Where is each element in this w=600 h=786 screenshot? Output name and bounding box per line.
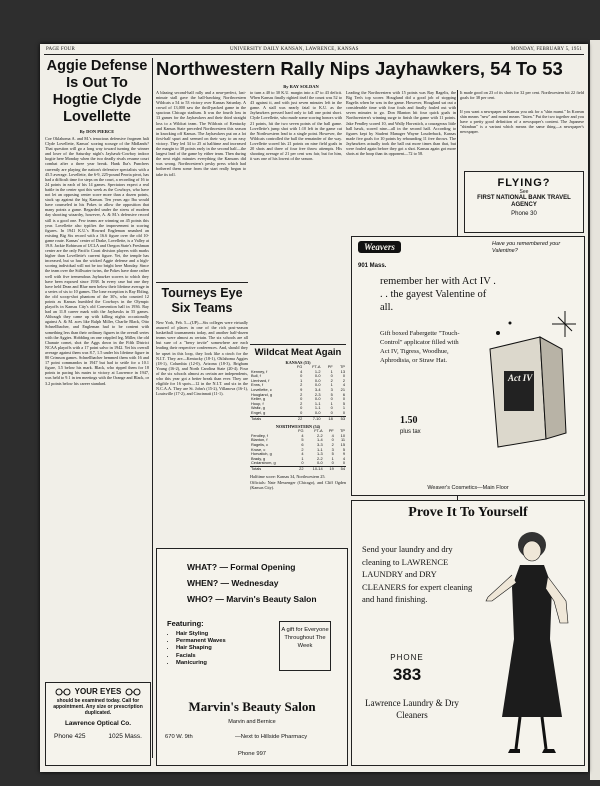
newspaper-page xyxy=(40,44,588,772)
laundry-body: Send your laundry and dry cleaning to LAWRENCE LAUNDRY and DRY CLEANERS for expert cleaning and hand finishing. xyxy=(362,544,473,604)
box-cell: 54 xyxy=(335,466,346,471)
kansas-box-table xyxy=(250,365,346,421)
laundry-phone: 383 xyxy=(392,665,422,684)
box-cell: 2-3 xyxy=(314,391,321,397)
feature-item: • Manicuring xyxy=(176,660,226,667)
box-cell: 1-3 xyxy=(317,451,323,457)
box-cell: 0 xyxy=(300,409,303,415)
box-cell: Cedarstrom, g xyxy=(251,460,276,466)
salon-address: 670 W. 9th xyxy=(165,734,193,740)
travel-ad-name: FIRST NATIONAL BANK TRAVEL AGENCY xyxy=(477,195,571,208)
box-column-header: TP xyxy=(340,428,345,434)
newspaper-note: If you want a newspaper in Kansas you ask for a "shin mami." In Korean shin means "new" and mami means "listen." Put the two together and you have a pretty good definition of a newspaper's content. The Japanese "shimbun" is a variant which means the same thing—a newspaper's newspaper. xyxy=(460,109,584,135)
optical-ad-address: 1025 Mass. xyxy=(108,733,142,740)
officials: Officials: Nate Messenger (Chicago), and Cliff Ogden (Kansas City). xyxy=(250,479,346,490)
box-cell: Keller, g xyxy=(251,396,266,402)
box-cell: 5 xyxy=(342,446,345,452)
box-cell: 4 xyxy=(301,432,304,438)
optical-ad-phone: Phone 425 xyxy=(54,733,86,740)
box-cell: 1 xyxy=(331,455,334,461)
box-cell: 0-0 xyxy=(314,373,321,379)
northwestern-box-table xyxy=(250,429,346,471)
optical-ad xyxy=(45,682,151,766)
main-story-col2: to turn a 40 to 30 K.U. margin into a 47 to 43 deficit. When Kansas finally righted itself the count was 52 to 43 against it, and with just seven minutes left in the game. A stall was nearly fatal to K.U. as the Jayhawkers pressed hard only to fall one point short. Clyde Lovellette, who made some scoring honors with 21 points, hit the two seven points of the ball game. Lovellette's jump shot with 1:10 left in the game cut the Northwestern lead to a single point. However, the Wildcats controlled the ball the remainder of the way. Lovellette scored his 21 points on nine field goals in 20 shots and three of four free throw attempts. His shooting average of 21 per cent was fair, but for him, it was one of his lowest of the season. xyxy=(250,90,342,162)
box-cell: 2 xyxy=(342,377,345,383)
weavers-question: Have you remembered your Valentine? xyxy=(492,241,561,254)
box-cell: Fendley, f xyxy=(251,432,268,438)
box-cell: 0-0 xyxy=(314,377,321,383)
box-cell: 2-2 xyxy=(317,432,323,438)
box-cell: 9 xyxy=(342,451,345,457)
weavers-footer: Weaver's Cosmetics—Main Floor xyxy=(427,485,509,491)
northwestern-box-title: NORTHWESTERN (54) xyxy=(275,424,321,430)
box-cell: 3 xyxy=(330,386,333,392)
box-cell: 6 xyxy=(301,441,304,447)
box-column-header: FG xyxy=(296,364,303,369)
box-cell: 22 xyxy=(293,466,305,471)
when-label: WHEN? xyxy=(187,578,219,588)
header-rule xyxy=(44,54,584,55)
box-cell: 1 xyxy=(342,405,345,411)
box-column-header: FG xyxy=(298,428,304,434)
paper-name: UNIVERSITY DAILY KANSAN, LAWRENCE, KANSAS xyxy=(230,47,359,52)
feature-item: • Permanent Waves xyxy=(176,638,226,645)
when-answer: — Wednesday xyxy=(220,578,279,588)
box-cell: Lovellette, c xyxy=(251,386,272,392)
tourney-headline: Tourneys Eye Six Teams xyxy=(161,286,243,315)
box-cell: Hougland, g xyxy=(251,391,272,397)
feature-item: • Hair Shaping xyxy=(176,645,226,652)
box-column-header: PF xyxy=(328,428,334,434)
box-cell: 2 xyxy=(300,391,303,397)
main-story-col4: It made good on 23 of its shots for 32 per cent. Northwestern hit 22 field goals for 38 per cent. xyxy=(460,90,584,101)
main-story-col1: A blazing second-half rally and a near-perfect, last-minute stall gave the ball-hawking Northwestern Wildcats a 54 to 53 victory over Kansas Saturday. A crowd of 13,000 saw the thrill-packed game in the spacious Chicago stadium. It was the fourth loss in 13 games for the Jayhawkers and their third straight loss to a Wildcat team. The Wildcats of Kentucky and Kansas State preceded Northwestern this season in knocking off Kansas. The Jayhawkers put on a lot first-half spurt and seemed on their way to an easy victory. They led 34 to 25 at halftime and increased the margin to 38 points early in the second half—the largest lead of the game by either team. Then during the next eight minutes everything the Kansans did was wrong. Northwestern's pesky press which had bothered them some from the start really began to take its toll. xyxy=(156,90,246,177)
box-cell: 0 xyxy=(330,373,333,379)
optical-ad-name: Lawrence Optical Co. xyxy=(64,720,132,727)
box-cell: 0 xyxy=(330,396,333,402)
what-answer: — Formal Opening xyxy=(219,562,296,572)
box-totals-row xyxy=(250,466,346,471)
box-cell: 1 xyxy=(330,400,333,406)
box-cell: 1-4 xyxy=(317,437,323,443)
who-label: WHO? xyxy=(187,594,213,604)
box-cell: 0 xyxy=(301,460,304,466)
box-cell: 6 xyxy=(342,391,345,397)
box-cell: 1-1 xyxy=(314,405,321,411)
box-cell: 22 xyxy=(290,416,303,421)
box-cell: Kenney, f xyxy=(251,368,268,374)
laundry-name: Lawrence Laundry & Dry Cleaners xyxy=(365,698,459,720)
left-story xyxy=(45,58,149,676)
box-cell: 18 xyxy=(322,416,334,421)
featuring-label: Featuring: xyxy=(167,619,204,628)
box-cell: 0 xyxy=(330,405,333,411)
feature-item: • Hair Styling xyxy=(176,631,226,638)
box-cell: 2 xyxy=(301,446,304,452)
box-column-header: FT-A xyxy=(312,364,321,369)
box-cell: 0 xyxy=(331,437,334,443)
box-cell: Horvatich, g xyxy=(251,451,272,457)
weavers-package-label: Act IV xyxy=(508,373,533,383)
box-cell: 4 xyxy=(301,451,304,457)
optical-ad-body: should be examined today. Call for appointment. Any size or prescription duplicated. xyxy=(53,698,143,716)
box-cell: Houp, f xyxy=(251,400,264,406)
laundry-phone-label: PHONE xyxy=(390,653,424,662)
box-cell: 1 xyxy=(301,455,304,461)
box-cell: 2 xyxy=(331,441,334,447)
box-cell: Enns, f xyxy=(251,382,264,388)
box-cell: Kruse, c xyxy=(251,446,266,452)
box-cell: 2 xyxy=(330,377,333,383)
main-byline: By RAY SOLDAN xyxy=(283,84,319,89)
box-score-title: Wildcat Meat Again xyxy=(254,347,342,358)
salon-phone: Phone 997 xyxy=(237,751,267,757)
travel-agency-ad xyxy=(464,171,584,233)
main-story-col3: Leading the Northwestern with 15 points was Ray Ragelis, the Big Ten's top scorer. Hougland did a good job of stopping Ragelis when he was in the game. However, Hougland sat out a considerable time with four fouls and finally fouled out with seven minutes to go. Don Blanton hit four quick goals in Northwestern's winning surge to finish the game with 11 points. Jake Fendley scored 10, and Wally Horvatich, a courageous little ball hawk, scored nine—all in the second half. According to figures kept by Student Manager Wayne Louderback, Kansas made five goals for 10 points by rebounding 11 free throws. The Jayhawkers actually took the ball out more times than that, but were fouled again before they got a shot. Kansas again got more shots at the hoop than its opponent—72 to 58. xyxy=(346,90,456,157)
eyeglasses-icon xyxy=(125,688,141,696)
box-cell: 1-1 xyxy=(317,446,323,452)
box-column-header: FT-A xyxy=(314,428,323,434)
box-cell: 5 xyxy=(301,437,304,443)
left-story-body: Coe Oklahoma A. and M.'s tenacious defensive frogmen halt Clyde Lovellette, Kansas' scoring scourge of the Midlands? That question will go a long way toward turning the winner and loser of the Saturday night's Jayhawk-Cowboy indoor hogtie here Monday when the two deadly rivals resume court combat after a three year break. Hank Iba's Punchers currently are playing the nation's defensive specialists with a 45.5 average. Lovellette, the 6-9, 225-pound Peoria pivot, has had a difficult time for steps on the court, a recording of 16 to 24 points in each of his 14 games. Spectators expect a real battle in the center spot this week as the Cowboys, who have not let an opposing center score more than a dozen points, stack up against the big Kansan. Ten years ago Iba would have counseled in his Pokes to allow the opposition that many points a game. Regarded under the stress of modern day shooting wizardry, however, A. & M.'s defensive record still is a good one. Few teams are winning on 45 points this year. Lovellette also typifies the improvement in scoring figures. In 1941 K.U.'s Howard Engleman smashed an existing Big Six record with a 16.6 figure over the old 10-game route. Kansas' center of Drake, Lovellette, is a Valley at 19.8. Jackie Robinson of UCLA and Oregon State's Freshman center are the only Pacific Coast division players with marks higher than Lovellette's current figure. Yet, the temple has increased, but so has the wicked Aggie defense and a high-scoring individual will not be too bright here Monday. Since the team over the Stillwater twins, the Pokes have done rather well with five tremendous Jayhawker scorers to which they have been exposed since 1938. In every case but one they have held Dean and Blue men below their lifetime average in a series of six to 10 games. The lone exception is Ray Ebling, the old scoop-shot phantom of the 30's, who counted 12 points as Kansas humbled the Cowboys in the Olympic playoffs in Kansas City's old Convention hall in 1936. Ray had an 11.8 career mark with the Jayhawks in 55 games. Although they came up with killing nights occasionally against A. & M. aces like Ralph Miller, Charlie Black, Otto Schnellbacher, and Engleman had to be content with something less than their ordinary figures in the overall series with the Aggies. Hobbling on one crippled leg, Miller, the old Chanute comet, shot the Aggs down in the Fifth District NCAA playoffs with a 17 point salvo in 1942. Yet his overall average against them was 8.7, 1.5 under his lifetime figure in 80 Crimson games. Schnellbacher hemmed them with 16 and 17 point commandos in 1947 but had to settle for a 10.1 figure, 3.5 below his mark. Black, who ripped them for 18 points in pacing his mates to victory at Lawrence in 1947, was held to 9.1 in ten meetings with the Orange and Black, or 3.2 points below his career standard. xyxy=(45,136,149,386)
box-cell: 0 xyxy=(300,396,303,402)
box-cell: Brady, g xyxy=(251,455,266,461)
box-cell: 15 xyxy=(340,441,345,447)
column-rule xyxy=(152,58,153,758)
halftime-score: Halftime score: Kansas 34, Northwestern 25. xyxy=(250,474,326,480)
page-label: PAGE FOUR xyxy=(46,47,75,52)
box-cell: 9 xyxy=(300,386,303,392)
box-column-header: TP xyxy=(340,364,345,369)
story-rule xyxy=(250,344,346,345)
weavers-logo: Weavers xyxy=(358,241,401,253)
box-cell: Bull, f xyxy=(251,373,261,379)
box-cell: 3-4 xyxy=(314,386,321,392)
salon-owners: Marvin and Bernice xyxy=(228,719,276,725)
box-cell: 1-2 xyxy=(314,368,321,374)
box-cell: Totals xyxy=(250,466,293,471)
box-cell: 11 xyxy=(340,437,345,443)
box-cell: Ragelis, c xyxy=(251,441,269,447)
box-cell: 1 xyxy=(330,368,333,374)
box-cell: 0 xyxy=(342,460,345,466)
box-cell: 4 xyxy=(342,455,345,461)
adjacent-page-edge xyxy=(590,40,600,780)
eyeglasses-icon xyxy=(55,688,71,696)
box-cell: 0 xyxy=(342,373,345,379)
box-cell: 1 xyxy=(300,377,303,383)
beauty-salon-ad xyxy=(156,548,348,766)
box-cell: 21 xyxy=(340,386,345,392)
box-cell: 0-0 xyxy=(314,409,321,415)
page-date: MONDAY, FEBRUARY 5, 1951 xyxy=(510,47,582,52)
laundry-ad xyxy=(351,500,585,766)
salon-name: Marvin's Beauty Salon xyxy=(188,699,316,714)
box-cell: 2 xyxy=(300,382,303,388)
box-cell: 53 xyxy=(334,416,346,421)
story-rule xyxy=(156,282,248,283)
laundry-headline: Prove It To Yourself xyxy=(408,505,528,520)
box-cell: 5 xyxy=(331,451,334,457)
weavers-details: Gift boxed Fabergette "Touch-Control" applicator filled with Act IV, Tigress, Woodhue, Aphrodisia, or Straw Hat. xyxy=(380,330,460,364)
box-cell: Waltz, g xyxy=(251,405,265,411)
what-label: WHAT? xyxy=(187,562,218,572)
box-column-header: PF xyxy=(327,364,333,369)
box-cell: 1-1 xyxy=(314,400,321,406)
box-cell: 2 xyxy=(300,400,303,406)
left-story-byline: By DON PIERCE xyxy=(79,129,115,134)
box-cell: 4 xyxy=(300,368,303,374)
gift-box: A gift for Everyone Throughout The Week xyxy=(279,621,331,671)
box-cell: 4 xyxy=(342,382,345,388)
travel-ad-title: FLYING? xyxy=(497,177,551,189)
weavers-price: 1.50 xyxy=(400,415,418,426)
salon-location: —Next to Hillside Pharmacy xyxy=(235,734,308,740)
tourney-body: New York, Feb. 5—(UP)—Six colleges were virtually assured of places in one of the rich post-season basketball tournaments today, and another half-dozen teams were almost as certain. The six schools are all but sure of a "berry invite" somewhere are each leading their respective conferences. And, should they be upset in this loop, they look like a cinch for the N.I.T. They are—Kentucky (18-1), Oklahoma Aggies (18-1), Columbia (12-0), Arizona (18-3), Brigham Young (16-2), and North Carolina State (20-4). Four of the six schools almost as certain are independents, who this year got a better break than ever. They are eligible for 16 spots—12 in the N.I.T. and six in the N.C.A.A. They are St. John's (15-2), Villanova (16-1), Louisville (17-2), and Cincinnati (11-1). xyxy=(156,320,248,397)
box-cell: 0-0 xyxy=(314,382,321,388)
features-list xyxy=(167,631,226,667)
box-cell: 10-14 xyxy=(305,466,324,471)
box-cell: Lienhard, f xyxy=(251,377,270,383)
who-answer: — Marvin's Beauty Salon xyxy=(215,594,317,604)
box-cell: 0 xyxy=(331,460,334,466)
optical-ad-title: YOUR EYES xyxy=(74,687,122,696)
weavers-tax: plus tax xyxy=(400,429,421,435)
box-cell: 0 xyxy=(342,409,345,415)
box-cell: 4 xyxy=(331,432,334,438)
left-story-headline: Aggie Defense Is Out To Hogtie Clyde Lovellette xyxy=(46,58,148,125)
box-score xyxy=(250,347,346,543)
box-cell: 13 xyxy=(340,368,345,374)
box-cell: 1 xyxy=(330,382,333,388)
feature-item: • Facials xyxy=(176,653,226,660)
box-cell: 2-2 xyxy=(317,455,323,461)
travel-ad-see: See xyxy=(519,189,529,195)
box-cell: 19 xyxy=(324,466,335,471)
box-cell: 10 xyxy=(340,432,345,438)
box-cell: 0 xyxy=(330,409,333,415)
box-cell: 0 xyxy=(300,373,303,379)
box-cell: 5 xyxy=(330,391,333,397)
box-cell: 3-3 xyxy=(317,441,323,447)
box-cell: Engel, g xyxy=(251,409,266,415)
woman-figure-illustration xyxy=(480,527,580,761)
travel-ad-phone: Phone 30 xyxy=(511,211,537,217)
box-cell: 0 xyxy=(342,396,345,402)
weavers-headline: remember her with Act IV . . . the gayest Valentine of all. xyxy=(380,276,496,313)
box-cell: 7-10 xyxy=(303,416,321,421)
main-headline: Northwestern Rally Nips Jayhawkers, 54 To 53 xyxy=(156,58,563,79)
box-cell: Totals xyxy=(250,416,290,421)
box-cell: 0-0 xyxy=(317,460,323,466)
box-cell: Blanton, f xyxy=(251,437,268,443)
kansas-box-title: KANSAS (53) xyxy=(285,360,311,365)
box-cell: 0-0 xyxy=(314,396,321,402)
box-cell: 5 xyxy=(342,400,345,406)
box-cell: 0 xyxy=(300,405,303,411)
box-cell: 3 xyxy=(331,446,334,452)
weavers-ad xyxy=(351,236,585,496)
weavers-address: 901 Mass. xyxy=(358,263,387,269)
